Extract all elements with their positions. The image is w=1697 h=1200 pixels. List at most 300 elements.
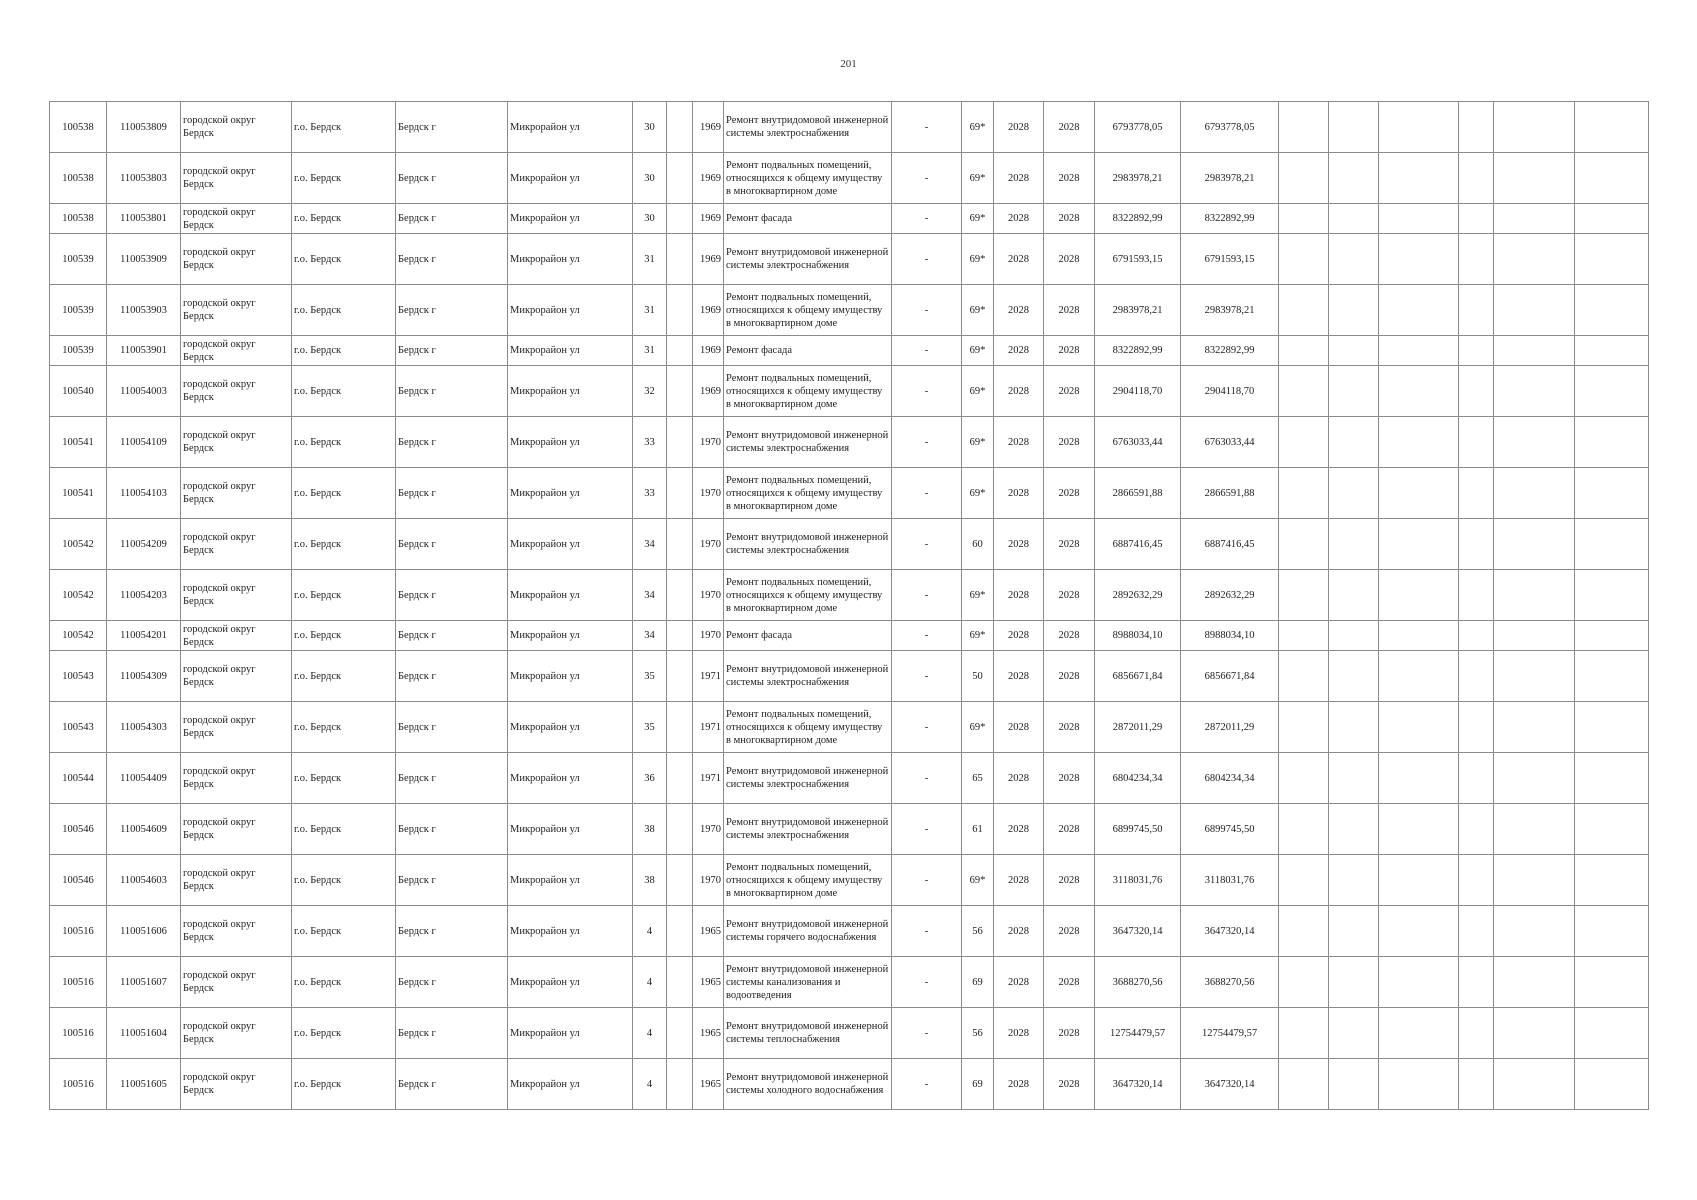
- cell-empty: [1575, 366, 1649, 417]
- cell-empty: [1459, 702, 1494, 753]
- table-row: [50, 1008, 1649, 1059]
- cell-house-id: 100541: [50, 468, 107, 519]
- cell-municipality: городской округ Бердск: [181, 855, 292, 906]
- cell-work-id: 110054609: [107, 804, 181, 855]
- cell-empty: [1379, 621, 1459, 651]
- cell-house-number: 31: [633, 234, 667, 285]
- cell-cost-fund: 6804234,34: [1181, 753, 1279, 804]
- cell-build-year: 1970: [693, 519, 724, 570]
- cell-work-type: Ремонт подвальных помещений, относящихся к общему имуществу в многоквартирном доме: [724, 366, 892, 417]
- cell-empty: [1279, 102, 1329, 153]
- cell-empty: [1379, 957, 1459, 1008]
- cell-work-type: Ремонт внутридомовой инженерной системы горячего водоснабжения: [724, 906, 892, 957]
- cell-wear-percent: 69*: [962, 468, 994, 519]
- cell-empty: [1279, 702, 1329, 753]
- cell-house-number: 38: [633, 855, 667, 906]
- cell-building: [667, 417, 693, 468]
- cell-plan-year-end: 2028: [1044, 855, 1095, 906]
- cell-empty: [1494, 957, 1575, 1008]
- cell-plan-year-end: 2028: [1044, 468, 1095, 519]
- cell-empty: [1279, 417, 1329, 468]
- cell-settlement: Бердск г: [396, 519, 508, 570]
- cell-empty: [1494, 702, 1575, 753]
- cell-house-number: 35: [633, 651, 667, 702]
- cell-build-year: 1971: [693, 651, 724, 702]
- cell-empty: [1329, 336, 1379, 366]
- cell-cost-fund: 12754479,57: [1181, 1008, 1279, 1059]
- cell-work-id: 110054201: [107, 621, 181, 651]
- cell-cost-total: 2983978,21: [1095, 285, 1181, 336]
- cell-empty: [1494, 804, 1575, 855]
- cell-empty: [1279, 570, 1329, 621]
- cell-municipality: городской округ Бердск: [181, 570, 292, 621]
- cell-empty: [1279, 153, 1329, 204]
- cell-cost-fund: 6763033,44: [1181, 417, 1279, 468]
- cell-work-id: 110054309: [107, 651, 181, 702]
- cell-empty: [1379, 366, 1459, 417]
- cell-work-type: Ремонт подвальных помещений, относящихся к общему имуществу в многоквартирном доме: [724, 570, 892, 621]
- cell-build-year: 1970: [693, 804, 724, 855]
- cell-plan-year-end: 2028: [1044, 417, 1095, 468]
- table-row: [50, 366, 1649, 417]
- cell-empty: [1575, 1059, 1649, 1110]
- cell-work-type: Ремонт фасада: [724, 621, 892, 651]
- cell-empty: [1494, 285, 1575, 336]
- cell-plan-year-start: 2028: [994, 1008, 1044, 1059]
- cell-plan-year-start: 2028: [994, 570, 1044, 621]
- cell-wear-percent: 69*: [962, 234, 994, 285]
- cell-house-number: 31: [633, 285, 667, 336]
- cell-work-id: 110051605: [107, 1059, 181, 1110]
- cell-empty: [1494, 1008, 1575, 1059]
- cell-empty: [1329, 204, 1379, 234]
- cell-empty: [1279, 1059, 1329, 1110]
- cell-work-id: 110051606: [107, 906, 181, 957]
- cell-empty: [1494, 417, 1575, 468]
- cell-plan-year-end: 2028: [1044, 621, 1095, 651]
- cell-district: г.о. Бердск: [292, 1008, 396, 1059]
- cell-cost-total: 6793778,05: [1095, 102, 1181, 153]
- cell-plan-year-start: 2028: [994, 519, 1044, 570]
- cell-municipality: городской округ Бердск: [181, 957, 292, 1008]
- cell-dash: -: [892, 570, 962, 621]
- cell-work-id: 110053901: [107, 336, 181, 366]
- cell-plan-year-start: 2028: [994, 102, 1044, 153]
- cell-cost-total: 2983978,21: [1095, 153, 1181, 204]
- cell-empty: [1459, 621, 1494, 651]
- cell-building: [667, 285, 693, 336]
- cell-house-id: 100539: [50, 336, 107, 366]
- cell-dash: -: [892, 234, 962, 285]
- cell-district: г.о. Бердск: [292, 753, 396, 804]
- cell-plan-year-start: 2028: [994, 855, 1044, 906]
- cell-dash: -: [892, 621, 962, 651]
- cell-work-id: 110053801: [107, 204, 181, 234]
- cell-municipality: городской округ Бердск: [181, 285, 292, 336]
- cell-building: [667, 906, 693, 957]
- cell-empty: [1494, 234, 1575, 285]
- cell-street: Микрорайон ул: [508, 285, 633, 336]
- cell-plan-year-end: 2028: [1044, 651, 1095, 702]
- cell-work-id: 110054203: [107, 570, 181, 621]
- cell-street: Микрорайон ул: [508, 1059, 633, 1110]
- cell-street: Микрорайон ул: [508, 204, 633, 234]
- cell-building: [667, 153, 693, 204]
- table-row: [50, 906, 1649, 957]
- cell-plan-year-start: 2028: [994, 204, 1044, 234]
- cell-wear-percent: 69: [962, 1059, 994, 1110]
- cell-municipality: городской округ Бердск: [181, 651, 292, 702]
- cell-plan-year-start: 2028: [994, 336, 1044, 366]
- cell-empty: [1494, 651, 1575, 702]
- cell-build-year: 1969: [693, 102, 724, 153]
- cell-empty: [1494, 336, 1575, 366]
- cell-municipality: городской округ Бердск: [181, 1059, 292, 1110]
- cell-cost-total: 12754479,57: [1095, 1008, 1181, 1059]
- cell-dash: -: [892, 153, 962, 204]
- cell-municipality: городской округ Бердск: [181, 336, 292, 366]
- cell-empty: [1459, 1059, 1494, 1110]
- cell-work-id: 110054303: [107, 702, 181, 753]
- cell-cost-fund: 2872011,29: [1181, 702, 1279, 753]
- cell-empty: [1279, 366, 1329, 417]
- cell-wear-percent: 69*: [962, 855, 994, 906]
- cell-plan-year-start: 2028: [994, 285, 1044, 336]
- cell-work-type: Ремонт фасада: [724, 204, 892, 234]
- cell-cost-total: 2866591,88: [1095, 468, 1181, 519]
- cell-empty: [1279, 1008, 1329, 1059]
- cell-street: Микрорайон ул: [508, 366, 633, 417]
- cell-empty: [1379, 1059, 1459, 1110]
- cell-cost-fund: 3647320,14: [1181, 1059, 1279, 1110]
- cell-work-type: Ремонт внутридомовой инженерной системы электроснабжения: [724, 651, 892, 702]
- cell-empty: [1329, 906, 1379, 957]
- table-row: [50, 153, 1649, 204]
- cell-work-type: Ремонт внутридомовой инженерной системы электроснабжения: [724, 417, 892, 468]
- cell-plan-year-end: 2028: [1044, 804, 1095, 855]
- cell-empty: [1575, 102, 1649, 153]
- cell-building: [667, 957, 693, 1008]
- cell-empty: [1494, 570, 1575, 621]
- cell-build-year: 1965: [693, 906, 724, 957]
- cell-empty: [1575, 957, 1649, 1008]
- cell-building: [667, 204, 693, 234]
- cell-empty: [1329, 1059, 1379, 1110]
- cell-wear-percent: 69*: [962, 204, 994, 234]
- cell-municipality: городской округ Бердск: [181, 468, 292, 519]
- cell-settlement: Бердск г: [396, 153, 508, 204]
- cell-empty: [1459, 366, 1494, 417]
- cell-building: [667, 651, 693, 702]
- cell-street: Микрорайон ул: [508, 855, 633, 906]
- cell-cost-fund: 2983978,21: [1181, 285, 1279, 336]
- cell-settlement: Бердск г: [396, 651, 508, 702]
- cell-settlement: Бердск г: [396, 906, 508, 957]
- cell-empty: [1494, 204, 1575, 234]
- cell-build-year: 1971: [693, 753, 724, 804]
- table-row: [50, 804, 1649, 855]
- cell-plan-year-end: 2028: [1044, 234, 1095, 285]
- cell-dash: -: [892, 417, 962, 468]
- cell-municipality: городской округ Бердск: [181, 1008, 292, 1059]
- cell-settlement: Бердск г: [396, 285, 508, 336]
- cell-plan-year-start: 2028: [994, 621, 1044, 651]
- cell-district: г.о. Бердск: [292, 285, 396, 336]
- cell-street: Микрорайон ул: [508, 621, 633, 651]
- cell-build-year: 1965: [693, 1059, 724, 1110]
- cell-house-number: 33: [633, 417, 667, 468]
- cell-building: [667, 366, 693, 417]
- cell-house-number: 36: [633, 753, 667, 804]
- cell-build-year: 1969: [693, 204, 724, 234]
- cell-work-type: Ремонт подвальных помещений, относящихся к общему имуществу в многоквартирном доме: [724, 153, 892, 204]
- cell-empty: [1329, 366, 1379, 417]
- cell-street: Микрорайон ул: [508, 1008, 633, 1059]
- cell-build-year: 1970: [693, 417, 724, 468]
- cell-empty: [1379, 468, 1459, 519]
- cell-settlement: Бердск г: [396, 366, 508, 417]
- cell-district: г.о. Бердск: [292, 702, 396, 753]
- cell-work-type: Ремонт подвальных помещений, относящихся к общему имуществу в многоквартирном доме: [724, 468, 892, 519]
- cell-dash: -: [892, 804, 962, 855]
- cell-work-id: 110053903: [107, 285, 181, 336]
- cell-work-type: Ремонт подвальных помещений, относящихся к общему имуществу в многоквартирном доме: [724, 285, 892, 336]
- cell-empty: [1575, 855, 1649, 906]
- cell-house-id: 100538: [50, 102, 107, 153]
- cell-plan-year-end: 2028: [1044, 1008, 1095, 1059]
- table-row: [50, 417, 1649, 468]
- cell-municipality: городской округ Бердск: [181, 417, 292, 468]
- cell-house-number: 4: [633, 906, 667, 957]
- capital-repair-registry-table: [49, 101, 1649, 1110]
- cell-work-id: 110054603: [107, 855, 181, 906]
- cell-empty: [1279, 285, 1329, 336]
- cell-empty: [1379, 1008, 1459, 1059]
- cell-build-year: 1969: [693, 336, 724, 366]
- cell-plan-year-end: 2028: [1044, 336, 1095, 366]
- cell-build-year: 1969: [693, 234, 724, 285]
- cell-cost-fund: 2866591,88: [1181, 468, 1279, 519]
- cell-building: [667, 1008, 693, 1059]
- cell-work-type: Ремонт подвальных помещений, относящихся к общему имуществу в многоквартирном доме: [724, 855, 892, 906]
- cell-empty: [1379, 417, 1459, 468]
- cell-cost-fund: 8322892,99: [1181, 336, 1279, 366]
- cell-house-number: 4: [633, 957, 667, 1008]
- cell-empty: [1459, 957, 1494, 1008]
- cell-empty: [1459, 153, 1494, 204]
- cell-empty: [1279, 519, 1329, 570]
- cell-cost-total: 8322892,99: [1095, 204, 1181, 234]
- cell-district: г.о. Бердск: [292, 519, 396, 570]
- cell-building: [667, 570, 693, 621]
- cell-work-id: 110051607: [107, 957, 181, 1008]
- cell-building: [667, 1059, 693, 1110]
- cell-house-id: 100516: [50, 1008, 107, 1059]
- cell-settlement: Бердск г: [396, 1008, 508, 1059]
- cell-building: [667, 102, 693, 153]
- cell-cost-fund: 6887416,45: [1181, 519, 1279, 570]
- cell-wear-percent: 56: [962, 1008, 994, 1059]
- cell-cost-fund: 8322892,99: [1181, 204, 1279, 234]
- cell-empty: [1279, 468, 1329, 519]
- cell-plan-year-end: 2028: [1044, 702, 1095, 753]
- cell-dash: -: [892, 366, 962, 417]
- cell-plan-year-start: 2028: [994, 366, 1044, 417]
- cell-empty: [1329, 702, 1379, 753]
- cell-house-id: 100543: [50, 651, 107, 702]
- cell-empty: [1379, 702, 1459, 753]
- cell-cost-total: 3647320,14: [1095, 906, 1181, 957]
- cell-plan-year-end: 2028: [1044, 753, 1095, 804]
- cell-build-year: 1971: [693, 702, 724, 753]
- cell-municipality: городской округ Бердск: [181, 621, 292, 651]
- cell-empty: [1575, 651, 1649, 702]
- cell-cost-total: 3647320,14: [1095, 1059, 1181, 1110]
- cell-house-id: 100539: [50, 234, 107, 285]
- cell-street: Микрорайон ул: [508, 336, 633, 366]
- cell-empty: [1329, 651, 1379, 702]
- cell-empty: [1379, 153, 1459, 204]
- cell-plan-year-start: 2028: [994, 651, 1044, 702]
- cell-plan-year-start: 2028: [994, 417, 1044, 468]
- cell-build-year: 1965: [693, 957, 724, 1008]
- cell-house-id: 100516: [50, 957, 107, 1008]
- cell-district: г.о. Бердск: [292, 906, 396, 957]
- cell-empty: [1379, 570, 1459, 621]
- cell-cost-total: 3118031,76: [1095, 855, 1181, 906]
- cell-cost-fund: 6899745,50: [1181, 804, 1279, 855]
- cell-street: Микрорайон ул: [508, 804, 633, 855]
- cell-empty: [1329, 234, 1379, 285]
- cell-building: [667, 234, 693, 285]
- cell-municipality: городской округ Бердск: [181, 804, 292, 855]
- cell-street: Микрорайон ул: [508, 906, 633, 957]
- cell-empty: [1459, 417, 1494, 468]
- cell-empty: [1459, 570, 1494, 621]
- cell-work-type: Ремонт внутридомовой инженерной системы электроснабжения: [724, 753, 892, 804]
- cell-build-year: 1970: [693, 468, 724, 519]
- cell-empty: [1279, 906, 1329, 957]
- cell-dash: -: [892, 1008, 962, 1059]
- cell-wear-percent: 56: [962, 906, 994, 957]
- cell-wear-percent: 69: [962, 957, 994, 1008]
- cell-plan-year-start: 2028: [994, 753, 1044, 804]
- cell-district: г.о. Бердск: [292, 102, 396, 153]
- cell-dash: -: [892, 336, 962, 366]
- table-body: [50, 102, 1649, 1110]
- cell-dash: -: [892, 753, 962, 804]
- cell-work-type: Ремонт внутридомовой инженерной системы канализования и водоотведения: [724, 957, 892, 1008]
- cell-house-id: 100516: [50, 906, 107, 957]
- cell-cost-total: 6856671,84: [1095, 651, 1181, 702]
- cell-district: г.о. Бердск: [292, 651, 396, 702]
- cell-street: Микрорайон ул: [508, 651, 633, 702]
- cell-plan-year-end: 2028: [1044, 519, 1095, 570]
- cell-municipality: городской округ Бердск: [181, 753, 292, 804]
- cell-empty: [1279, 957, 1329, 1008]
- cell-settlement: Бердск г: [396, 957, 508, 1008]
- cell-empty: [1494, 621, 1575, 651]
- cell-empty: [1575, 1008, 1649, 1059]
- cell-settlement: Бердск г: [396, 855, 508, 906]
- cell-dash: -: [892, 102, 962, 153]
- cell-cost-total: 6791593,15: [1095, 234, 1181, 285]
- cell-settlement: Бердск г: [396, 570, 508, 621]
- cell-work-type: Ремонт внутридомовой инженерной системы холодного водоснабжения: [724, 1059, 892, 1110]
- cell-cost-total: 2904118,70: [1095, 366, 1181, 417]
- cell-house-id: 100541: [50, 417, 107, 468]
- cell-house-number: 33: [633, 468, 667, 519]
- cell-empty: [1575, 906, 1649, 957]
- cell-empty: [1575, 468, 1649, 519]
- cell-empty: [1279, 855, 1329, 906]
- cell-build-year: 1969: [693, 153, 724, 204]
- cell-cost-fund: 8988034,10: [1181, 621, 1279, 651]
- cell-work-type: Ремонт внутридомовой инженерной системы электроснабжения: [724, 102, 892, 153]
- cell-wear-percent: 69*: [962, 285, 994, 336]
- cell-street: Микрорайон ул: [508, 570, 633, 621]
- cell-empty: [1329, 570, 1379, 621]
- cell-empty: [1379, 234, 1459, 285]
- cell-plan-year-end: 2028: [1044, 102, 1095, 153]
- cell-wear-percent: 69*: [962, 417, 994, 468]
- cell-district: г.о. Бердск: [292, 1059, 396, 1110]
- cell-house-number: 4: [633, 1008, 667, 1059]
- cell-house-number: 38: [633, 804, 667, 855]
- cell-settlement: Бердск г: [396, 1059, 508, 1110]
- cell-district: г.о. Бердск: [292, 366, 396, 417]
- cell-street: Микрорайон ул: [508, 417, 633, 468]
- cell-building: [667, 468, 693, 519]
- cell-house-number: 35: [633, 702, 667, 753]
- cell-plan-year-start: 2028: [994, 906, 1044, 957]
- cell-dash: -: [892, 519, 962, 570]
- cell-empty: [1494, 153, 1575, 204]
- cell-municipality: городской округ Бердск: [181, 702, 292, 753]
- cell-dash: -: [892, 906, 962, 957]
- cell-plan-year-start: 2028: [994, 468, 1044, 519]
- cell-building: [667, 753, 693, 804]
- cell-empty: [1379, 906, 1459, 957]
- cell-cost-fund: 3688270,56: [1181, 957, 1279, 1008]
- cell-build-year: 1970: [693, 621, 724, 651]
- cell-work-id: 110054209: [107, 519, 181, 570]
- cell-plan-year-start: 2028: [994, 153, 1044, 204]
- cell-house-id: 100546: [50, 855, 107, 906]
- table-row: [50, 702, 1649, 753]
- cell-settlement: Бердск г: [396, 621, 508, 651]
- cell-empty: [1329, 855, 1379, 906]
- cell-settlement: Бердск г: [396, 753, 508, 804]
- cell-house-number: 30: [633, 153, 667, 204]
- cell-work-id: 110053909: [107, 234, 181, 285]
- cell-district: г.о. Бердск: [292, 204, 396, 234]
- cell-empty: [1459, 804, 1494, 855]
- cell-empty: [1279, 753, 1329, 804]
- cell-empty: [1379, 519, 1459, 570]
- cell-plan-year-end: 2028: [1044, 285, 1095, 336]
- cell-building: [667, 804, 693, 855]
- cell-house-id: 100516: [50, 1059, 107, 1110]
- cell-empty: [1494, 1059, 1575, 1110]
- cell-work-id: 110054003: [107, 366, 181, 417]
- cell-house-number: 34: [633, 570, 667, 621]
- cell-district: г.о. Бердск: [292, 957, 396, 1008]
- cell-plan-year-start: 2028: [994, 957, 1044, 1008]
- cell-house-id: 100546: [50, 804, 107, 855]
- cell-build-year: 1969: [693, 285, 724, 336]
- cell-dash: -: [892, 957, 962, 1008]
